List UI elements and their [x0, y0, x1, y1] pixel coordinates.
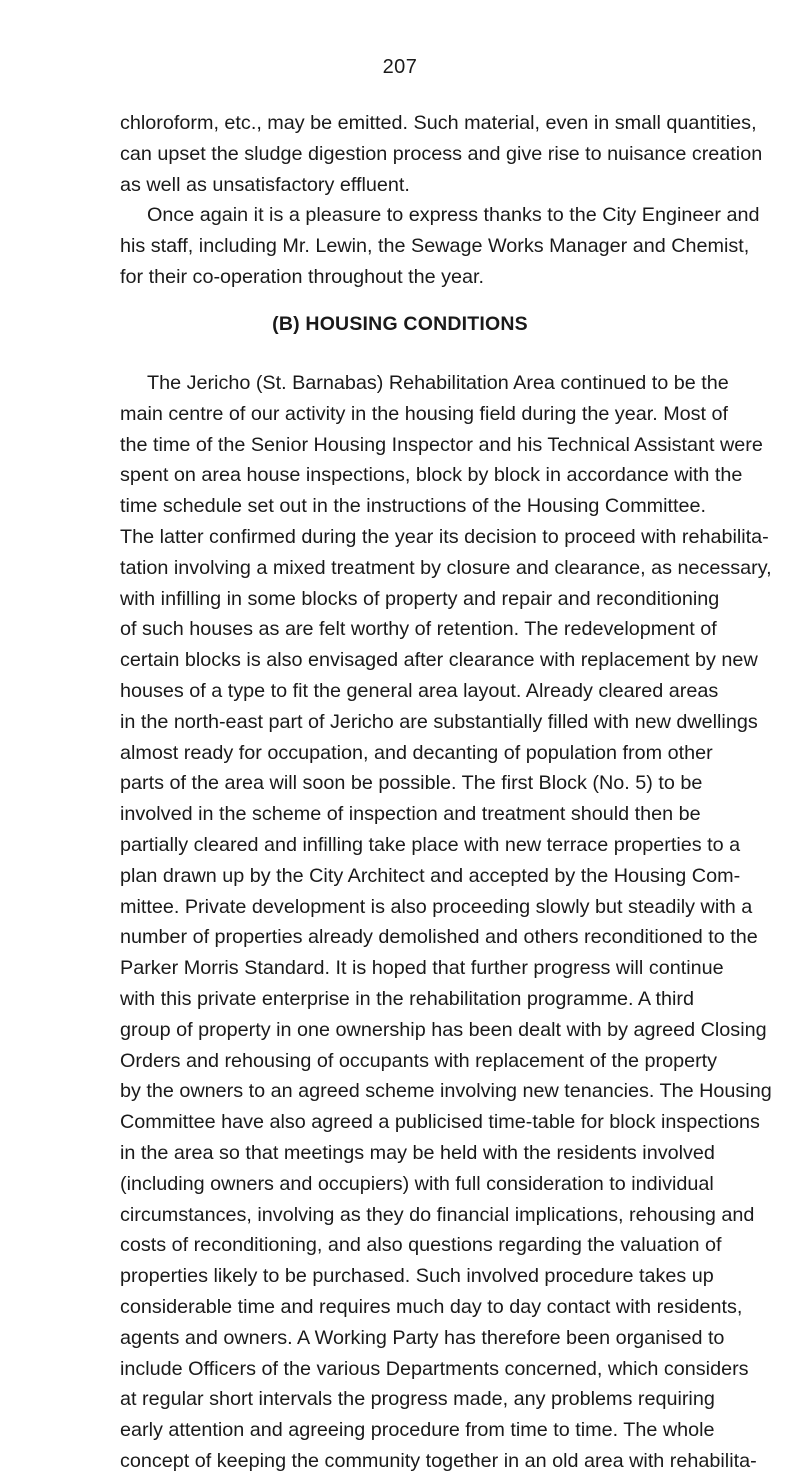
- text-line: include Officers of the various Departments concerned, which considers: [120, 1357, 749, 1380]
- text-line: Committee have also agreed a publicised time-table for block inspections: [120, 1111, 760, 1134]
- text-line: the time of the Senior Housing Inspector and his Technical Assistant were: [120, 433, 763, 456]
- text-line: mittee. Private development is also proceeding slowly but steadily with a: [120, 895, 753, 918]
- text-line: plan drawn up by the City Architect and accepted by the Housing Com-: [120, 864, 741, 887]
- text-line: in the area so that meetings may be held with the residents involved: [120, 1141, 715, 1164]
- text-line: circumstances, involving as they do financial implications, rehousing and: [120, 1203, 755, 1226]
- text-line: group of property in one ownership has been dealt with by agreed Closing: [120, 1018, 767, 1041]
- text-line: for their co-operation throughout the year.: [120, 265, 484, 288]
- text-line: chloroform, etc., may be emitted. Such material, even in small quantities,: [120, 112, 757, 134]
- text-line: properties likely to be purchased. Such involved procedure takes up: [120, 1265, 714, 1288]
- text-line: Once again it is a pleasure to express thanks to the City Engineer and: [147, 204, 760, 227]
- text-line: main centre of our activity in the housing field during the year. Most of: [120, 402, 729, 425]
- paragraph-1: [120, 108, 763, 293]
- text-line: spent on area house inspections, block by block in accordance with the: [120, 464, 743, 487]
- text-line: The latter confirmed during the year its decision to proceed with rehabilita-: [120, 525, 769, 548]
- text-line: early attention and agreeing procedure from time to time. The whole: [120, 1419, 715, 1442]
- paragraph-3: [120, 368, 772, 1477]
- text-line: his staff, including Mr. Lewin, the Sewage Works Manager and Chemist,: [120, 235, 750, 258]
- text-line: with this private enterprise in the rehabilitation programme. A third: [120, 987, 694, 1010]
- text-line: at regular short intervals the progress made, any problems requiring: [120, 1388, 715, 1411]
- text-line: tation involving a mixed treatment by closure and clearance, as necessary,: [120, 556, 772, 579]
- text-line: Orders and rehousing of occupants with replacement of the property: [120, 1049, 718, 1072]
- text-line: agents and owners. A Working Party has therefore been organised to: [120, 1326, 725, 1349]
- text-line: as well as unsatisfactory effluent.: [120, 173, 410, 196]
- text-line: with infilling in some blocks of property and repair and reconditioning: [120, 587, 720, 610]
- text-line: certain blocks is also envisaged after clearance with replacement by new: [120, 649, 758, 672]
- text-line: parts of the area will soon be possible. The first Block (No. 5) to be: [120, 772, 703, 795]
- text-line: concept of keeping the community together in an old area with rehabilita-: [120, 1449, 757, 1472]
- text-line: of such houses as are felt worthy of retention. The redevelopment of: [120, 618, 717, 641]
- text-line: almost ready for occupation, and decanting of population from other: [120, 741, 713, 764]
- page-number: 207: [382, 56, 418, 78]
- text-line: in the north-east part of Jericho are substantially filled with new dwellings: [120, 710, 758, 733]
- text-line: houses of a type to fit the general area layout. Already cleared areas: [120, 679, 719, 702]
- section-heading: (B) HOUSING CONDITIONS: [272, 313, 528, 335]
- text-line: considerable time and requires much day to day contact with residents,: [120, 1295, 743, 1318]
- text-line: time schedule set out in the instructions of the Housing Committee.: [120, 495, 707, 518]
- text-line: The Jericho (St. Barnabas) Rehabilitation Area continued to be the: [147, 372, 729, 394]
- text-line: number of properties already demolished and others reconditioned to the: [120, 926, 758, 949]
- text-line: can upset the sludge digestion process and give rise to nuisance creation: [120, 142, 763, 165]
- text-line: costs of reconditioning, and also questions regarding the valuation of: [120, 1234, 722, 1257]
- text-line: Parker Morris Standard. It is hoped that further progress will continue: [120, 957, 724, 980]
- text-line: by the owners to an agreed scheme involving new tenancies. The Housing: [120, 1080, 772, 1103]
- text-line: partially cleared and infilling take place with new terrace properties to a: [120, 833, 741, 856]
- text-line: involved in the scheme of inspection and treatment should then be: [120, 803, 701, 826]
- text-line: (including owners and occupiers) with full consideration to individual: [120, 1172, 714, 1195]
